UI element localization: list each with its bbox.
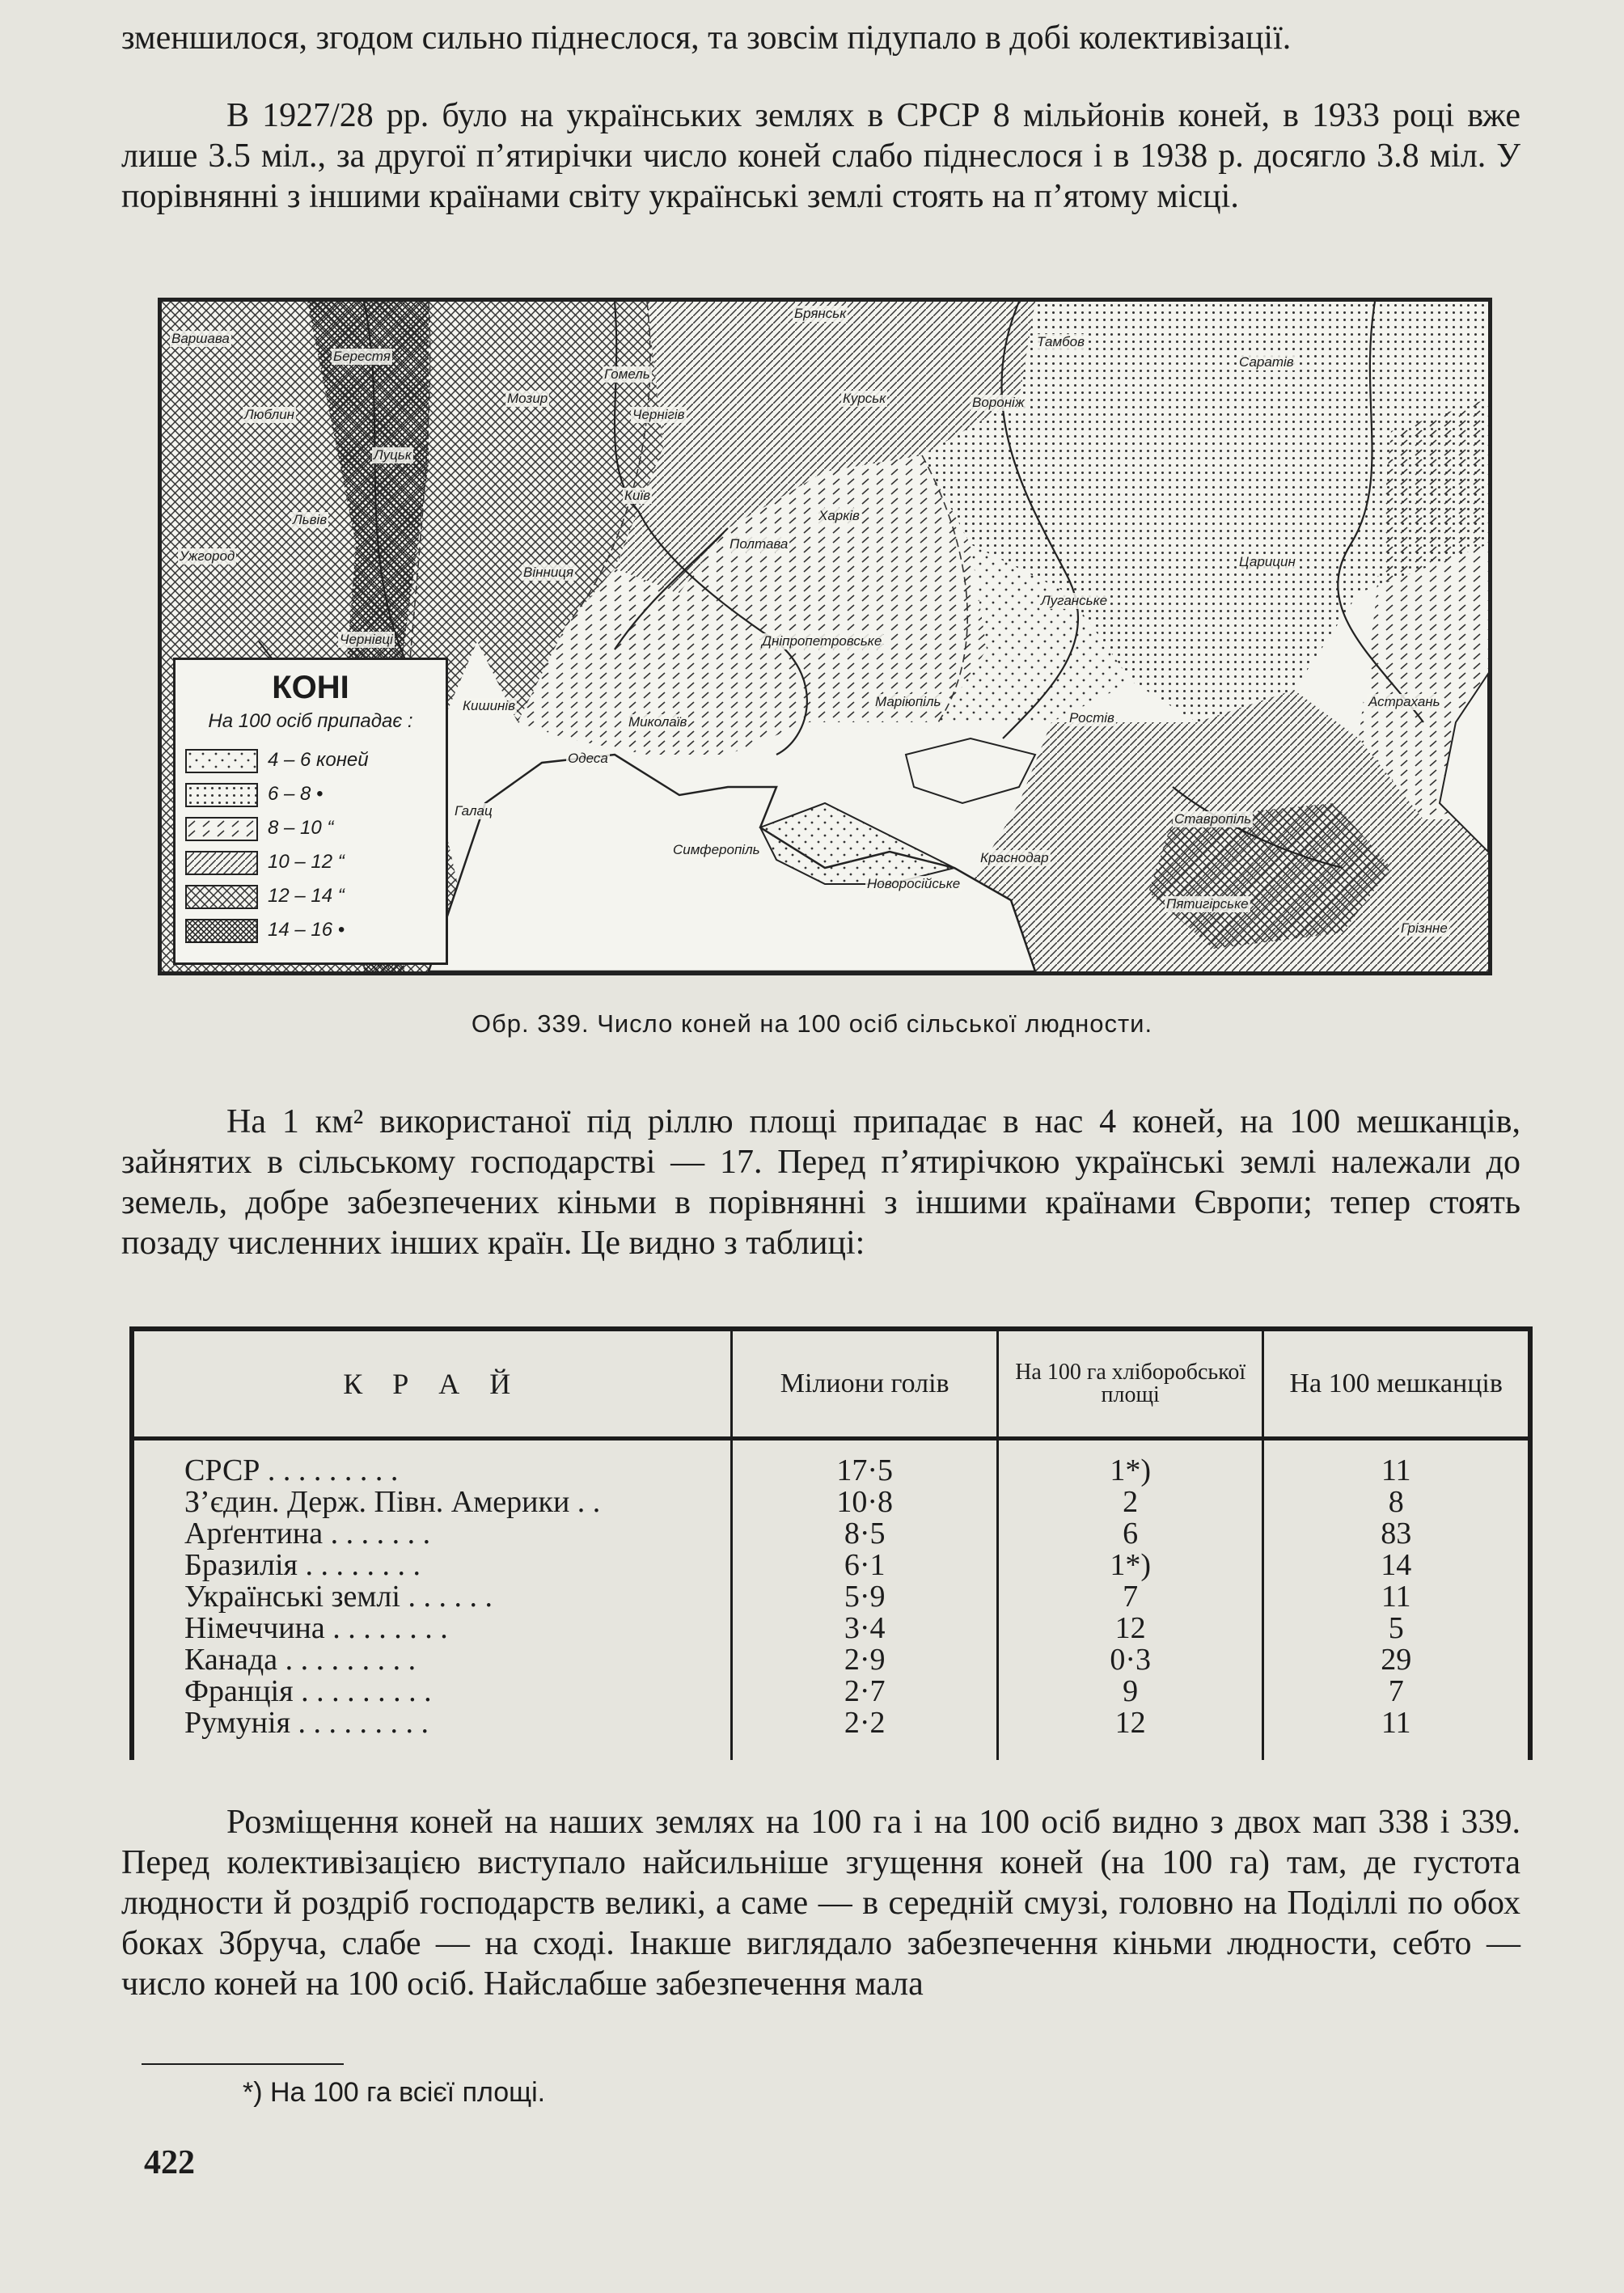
city-label: Пятигірське bbox=[1166, 896, 1249, 912]
table-row bbox=[132, 1676, 1530, 1707]
city-label: Ростів bbox=[1069, 710, 1114, 726]
legend-item bbox=[185, 747, 436, 775]
column-header-per-100-residents: На 100 мешканців bbox=[1263, 1329, 1530, 1439]
millions-cell: 2·2 bbox=[732, 1707, 997, 1760]
per-100-ha-cell: 2 bbox=[997, 1487, 1262, 1518]
column-header-per-100-ha: На 100 га хліборобської площі bbox=[997, 1329, 1262, 1439]
per-100-ha-cell: 1*) bbox=[997, 1550, 1262, 1581]
per-100-residents-cell: 11 bbox=[1263, 1439, 1530, 1487]
column-header-country: К Р А Й bbox=[132, 1329, 732, 1439]
city-label: Київ bbox=[624, 488, 651, 503]
city-label: Чернівці bbox=[340, 632, 393, 647]
country-cell: Канада . . . . . . . . . bbox=[132, 1644, 732, 1676]
table-row bbox=[132, 1487, 1530, 1518]
legend-label: 10 – 12 “ bbox=[268, 851, 345, 873]
city-label: Берестя bbox=[333, 349, 391, 364]
legend-swatch-dashes bbox=[185, 817, 258, 841]
legend-swatch-dots-dense bbox=[185, 783, 258, 807]
per-100-ha-cell: 9 bbox=[997, 1676, 1262, 1707]
city-label: Симферопіль bbox=[673, 842, 760, 857]
city-label: Новоросійське bbox=[867, 876, 961, 891]
country-cell: Бразилія . . . . . . . . bbox=[132, 1550, 732, 1581]
city-label: Чернігів bbox=[632, 407, 685, 422]
millions-cell: 6·1 bbox=[732, 1550, 997, 1581]
legend-swatch-crosshatch bbox=[185, 885, 258, 909]
city-label: Ставропіль bbox=[1174, 811, 1252, 827]
column-header-millions: Мілиони голів bbox=[732, 1329, 997, 1439]
per-100-ha-cell: 12 bbox=[997, 1613, 1262, 1644]
city-label: Краснодар bbox=[980, 850, 1049, 865]
millions-cell: 2·9 bbox=[732, 1644, 997, 1676]
legend-item bbox=[185, 883, 436, 911]
legend-label: 6 – 8 • bbox=[268, 783, 324, 805]
millions-cell: 10·8 bbox=[732, 1487, 997, 1518]
legend-item bbox=[185, 917, 436, 945]
city-label: Люблин bbox=[244, 407, 295, 422]
table-row bbox=[132, 1581, 1530, 1613]
country-cell: Німеччина . . . . . . . . bbox=[132, 1613, 732, 1644]
paragraph-intro-continuation: зменшилося, згодом сильно піднеслося, та зовсім підупало в добі колективізації. bbox=[121, 19, 1292, 57]
city-label: Полтава bbox=[730, 536, 789, 552]
city-label: Ужгород bbox=[180, 548, 235, 564]
country-cell: Арґентина . . . . . . . bbox=[132, 1518, 732, 1550]
footnote: *) На 100 га всієї площі. bbox=[243, 2077, 546, 2108]
per-100-ha-cell: 0·3 bbox=[997, 1644, 1262, 1676]
per-100-ha-cell: 12 bbox=[997, 1707, 1262, 1760]
city-label: Мозир bbox=[507, 391, 548, 406]
country-cell: З’єдин. Держ. Півн. Америки . . bbox=[132, 1487, 732, 1518]
per-100-ha-cell: 6 bbox=[997, 1518, 1262, 1550]
legend-swatch-dots-sparse bbox=[185, 749, 258, 773]
legend-title: КОНІ bbox=[272, 670, 349, 705]
legend-label: 12 – 14 “ bbox=[268, 885, 345, 907]
city-label: Маріюпіль bbox=[875, 694, 941, 709]
per-100-residents-cell: 14 bbox=[1263, 1550, 1530, 1581]
table-header-row bbox=[132, 1329, 1530, 1439]
legend-label: 14 – 16 • bbox=[268, 919, 345, 941]
legend-item bbox=[185, 849, 436, 877]
per-100-residents-cell: 29 bbox=[1263, 1644, 1530, 1676]
per-100-residents-cell: 8 bbox=[1263, 1487, 1530, 1518]
paragraph-horse-numbers: В 1927/28 рр. було на українських землях в СРСР 8 мільйонів коней, в 1933 році вже лише 3.5 міл., за другої п’ятирічки число коней слабо піднеслося і в 1938 р. досягло 3.8 міл. У порівнянні з іншими країнами світу українські землі стоять на п’ятому місці. bbox=[121, 97, 1520, 215]
city-label: Кишинів bbox=[463, 698, 516, 713]
legend-item bbox=[185, 781, 436, 809]
per-100-residents-cell: 11 bbox=[1263, 1581, 1530, 1613]
legend-swatch-crosshatch-dense bbox=[185, 919, 258, 943]
horses-table bbox=[129, 1326, 1533, 1760]
per-100-residents-cell: 7 bbox=[1263, 1676, 1530, 1707]
city-label: Луцьк bbox=[374, 447, 412, 463]
horses-map bbox=[158, 298, 1492, 975]
per-100-residents-cell: 83 bbox=[1263, 1518, 1530, 1550]
city-label: Одеса bbox=[568, 751, 608, 766]
figure-caption: Обр. 339. Число коней на 100 осіб сільської людности. bbox=[471, 1009, 1153, 1038]
per-100-residents-cell: 5 bbox=[1263, 1613, 1530, 1644]
legend-subtitle: На 100 осіб припадає : bbox=[208, 710, 413, 732]
city-label: Саратів bbox=[1239, 354, 1294, 370]
per-100-residents-cell: 11 bbox=[1263, 1707, 1530, 1760]
city-label: Луганське bbox=[1041, 593, 1108, 608]
legend-swatch-hatch bbox=[185, 851, 258, 875]
city-label: Царицин bbox=[1239, 554, 1296, 569]
city-label: Грізнне bbox=[1401, 920, 1448, 936]
legend-label: 8 – 10 “ bbox=[268, 817, 334, 839]
paragraph-horses-per-km: На 1 км² використаної під ріллю площі припадає в нас 4 коней, на 100 мешканців, зайнятих в сільському господарстві — 17. Перед п’ятирічкою українські землі належали до земель, добре забезпечених кіньми в порівнянні з іншими країнами Європи; тепер стоять позаду численних інших країн. Це видно з таблиці: bbox=[121, 1103, 1520, 1262]
city-label: Харків bbox=[818, 508, 860, 523]
country-cell: Українські землі . . . . . . bbox=[132, 1581, 732, 1613]
per-100-ha-cell: 1*) bbox=[997, 1439, 1262, 1487]
city-label: Варшава bbox=[171, 331, 230, 346]
legend-item bbox=[185, 815, 436, 843]
city-label: Брянськ bbox=[794, 306, 847, 321]
city-label: Миколаїв bbox=[628, 714, 687, 730]
city-label: Астрахань bbox=[1368, 694, 1440, 709]
table-row bbox=[132, 1644, 1530, 1676]
city-label: Львів bbox=[293, 512, 328, 527]
table-row bbox=[132, 1707, 1530, 1760]
table-row bbox=[132, 1439, 1530, 1487]
millions-cell: 5·9 bbox=[732, 1581, 997, 1613]
city-label: Дніпропетровське bbox=[762, 633, 882, 649]
legend-label: 4 – 6 коней bbox=[268, 749, 369, 771]
millions-cell: 2·7 bbox=[732, 1676, 997, 1707]
country-cell: Румунія . . . . . . . . . bbox=[132, 1707, 732, 1760]
country-cell: СРСР . . . . . . . . . bbox=[132, 1439, 732, 1487]
city-label: Галац bbox=[455, 803, 493, 819]
city-label: Вороніж bbox=[972, 395, 1025, 410]
table-row bbox=[132, 1613, 1530, 1644]
millions-cell: 17·5 bbox=[732, 1439, 997, 1487]
city-label: Тамбов bbox=[1037, 334, 1085, 349]
footnote-rule bbox=[142, 2063, 344, 2065]
city-label: Вінниця bbox=[523, 565, 574, 580]
page-number: 422 bbox=[144, 2144, 195, 2181]
city-label: Гомель bbox=[604, 366, 650, 382]
map-legend bbox=[173, 658, 448, 965]
per-100-ha-cell: 7 bbox=[997, 1581, 1262, 1613]
millions-cell: 3·4 bbox=[732, 1613, 997, 1644]
table-row bbox=[132, 1518, 1530, 1550]
paragraph-horse-distribution: Розміщення коней на наших землях на 100 га і на 100 осіб видно з двох мап 338 і 339. Перед колективізацією виступало найсильніше згущення коней (на 100 га) там, де густота людности й роздріб господарств великі, а саме — в середній смузі, головно на Поділлі по обох боках Збруча, слабе — на сході. Інакше виглядало забезпечення кіньми людности, себто — число коней на 100 осіб. Найслабше забезпечення мала bbox=[121, 1804, 1520, 2003]
millions-cell: 8·5 bbox=[732, 1518, 997, 1550]
country-cell: Франція . . . . . . . . . bbox=[132, 1676, 732, 1707]
city-label: Курськ bbox=[843, 391, 886, 406]
table-row bbox=[132, 1550, 1530, 1581]
